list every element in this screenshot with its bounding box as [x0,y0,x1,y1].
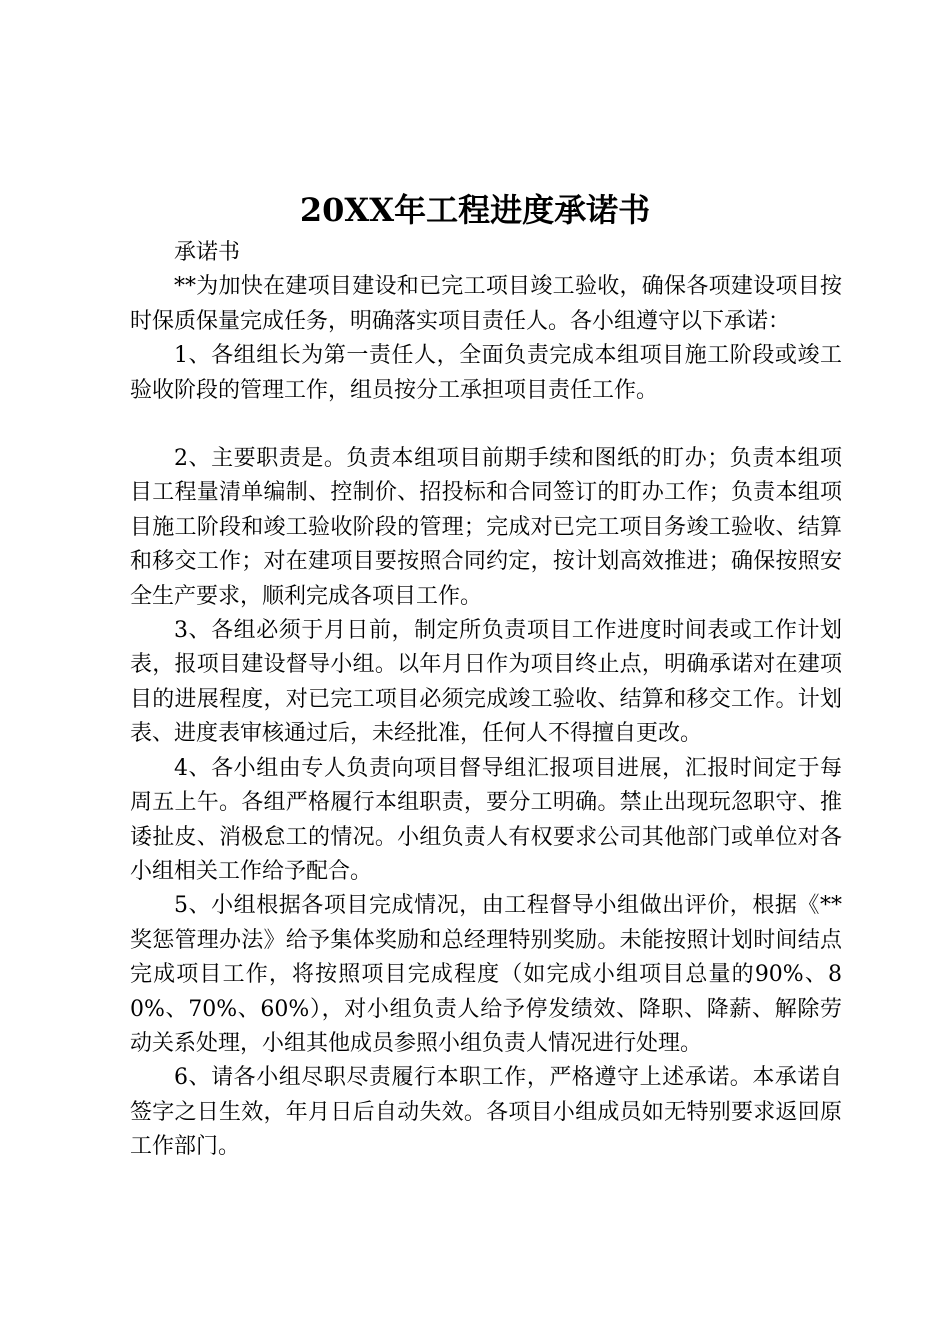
paragraph-item-4: 4、各小组由专人负责向项目督导组汇报项目进展，汇报时间定于每周五上午。各组严格履行本组职责，要分工明确。禁止出现玩忽职守、推诿扯皮、消极怠工的情况。小组负责人有权要求公司其他部门或单位对各小组相关工作给予配合。 [130,755,842,884]
paragraph-item-6: 6、请各小组尽职尽责履行本职工作，严格遵守上述承诺。本承诺自签字之日生效，年月日后自动失效。各项目小组成员如无特别要求返回原工作部门。 [130,1065,842,1160]
paragraph-intro: **为加快在建项目建设和已完工项目竣工验收，确保各项建设项目按时保质保量完成任务，明确落实项目责任人。各小组遵守以下承诺： [130,274,842,334]
paragraph-item-1: 1、各组组长为第一责任人，全面负责完成本组项目施工阶段或竣工验收阶段的管理工作，组员按分工承担项目责任工作。 [130,343,842,403]
document-body [130,236,842,1165]
paragraph-item-5: 5、小组根据各项目完成情况，由工程督导小组做出评价，根据《**奖惩管理办法》给予集体奖励和总经理特别奖励。未能按照计划时间结点完成项目工作，将按照项目完成程度（如完成小组项目总量的90%、80%、70%、60%），对小组负责人给予停发绩效、降职、降薪、解除劳动关系处理，小组其他成员参照小组负责人情况进行处理。 [130,893,842,1056]
document-title: 20XX年工程进度承诺书 [299,191,651,229]
paragraph-item-3: 3、各组必须于月日前，制定所负责项目工作进度时间表或工作计划表，报项目建设督导小组。以年月日作为项目终止点，明确承诺对在建项目的进展程度，对已完工项目必须完成竣工验收、结算和移交工作。计划表、进度表审核通过后，未经批准，任何人不得擅自更改。 [130,618,842,747]
paragraph-heading: 承诺书 [174,240,241,265]
paragraph-item-2: 2、主要职责是。负责本组项目前期手续和图纸的盯办；负责本组项目工程量清单编制、控制价、招投标和合同签订的盯办工作；负责本组项目施工阶段和竣工验收阶段的管理；完成对已完工项目务竣工验收、结算和移交工作；对在建项目要按照合同约定，按计划高效推进；确保按照安全生产要求，顺利完成各项目工作。 [130,446,842,609]
